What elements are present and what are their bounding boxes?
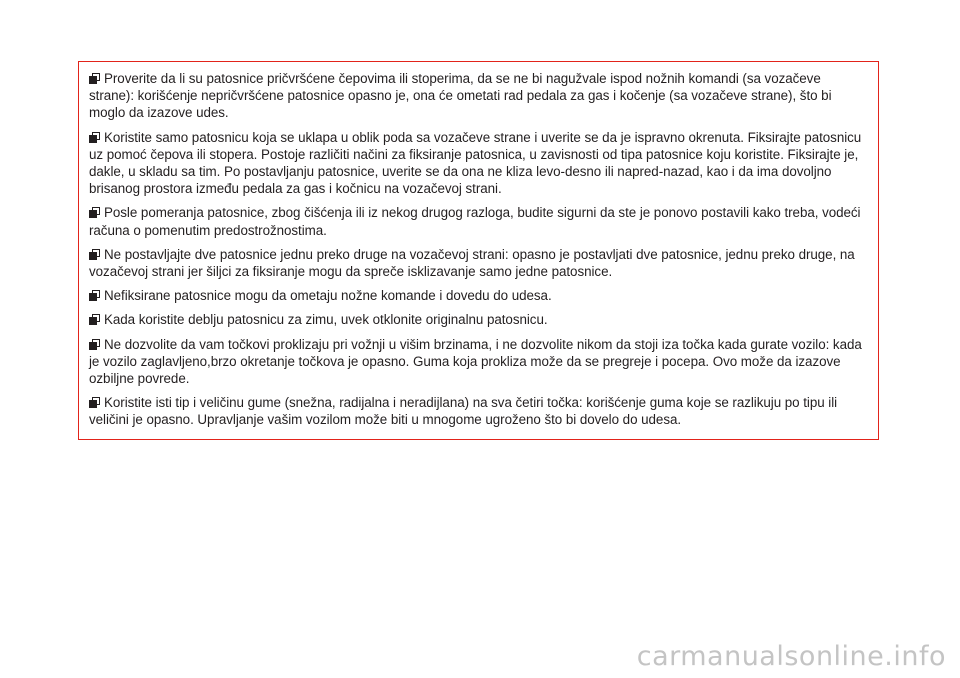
watermark: carmanualsonline.info <box>636 641 946 672</box>
warning-paragraph <box>89 246 869 280</box>
warning-text: Ne dozvolite da vam točkovi proklizaju pri vožnji u višim brzinama, i ne dozvolite nikom da stoji iza točka kada gurate vozilo: kada je vozilo zaglavljeno,brzo okretanje točkova je opasno. Guma koja prokliza može da se pregreje i pocepa. Ovo može da izazove ozbiljne povrede. <box>89 336 862 387</box>
warning-text: Kada koristite deblju patosnicu za zimu, uvek otklonite originalnu patosnicu. <box>104 312 548 328</box>
warning-paragraph <box>89 336 869 388</box>
square-bullet-icon <box>89 73 100 84</box>
warning-paragraph <box>89 287 869 304</box>
warning-paragraph <box>89 311 869 328</box>
warning-text: Koristite isti tip i veličinu gume (snežna, radijalna i neradijlana) na sva četiri točka: korišćenje guma koje se razlikuju po tipu ili veličini je opasno. Upravljanje vašim vozilom može biti u mnogome ugroženo što bi dovelo do udesa. <box>89 395 838 428</box>
square-bullet-icon <box>89 314 100 325</box>
square-bullet-icon <box>89 339 100 350</box>
warning-paragraph <box>89 394 869 428</box>
square-bullet-icon <box>89 249 100 260</box>
warning-text: Posle pomeranja patosnice, zbog čišćenja ili iz nekog drugog razloga, budite sigurni da ste je ponovo postavili kako treba, vodeći računa o pomenutim predostrožnostima. <box>89 205 861 238</box>
warning-paragraph <box>89 204 869 238</box>
warning-text: Ne postavljajte dve patosnice jednu preko druge na vozačevoj strani: opasno je postavljati dve patosnice, jednu preko druge, na vozačevoj strani jer šiljci za fiksiranje mogu da spreče isklizavanje samo jedne patosnice. <box>89 246 855 280</box>
warning-box <box>78 61 879 440</box>
square-bullet-icon <box>89 290 100 301</box>
warning-paragraph <box>89 70 869 122</box>
square-bullet-icon <box>89 207 100 218</box>
warning-text: Koristite samo patosnicu koja se uklapa u oblik poda sa vozačeve strane i uverite se da je ispravno okrenuta. Fiksirajte patosnicu uz pomoć čepova ili stopera. Postoje različiti načini za fiksiranje patosnica, u zavisnosti od tipa patosnice koju koristite. Fiksirajte je, dakle, u skladu sa tim. Po postavljanju patosnice, uverite se da ona ne kliza levo-desno ili napred-nazad, kao i da ima dovoljno brisanog prostora između pedala za gas i kočnicu na vozačevoj strani. <box>89 129 862 197</box>
warning-paragraph <box>89 129 869 198</box>
square-bullet-icon <box>89 397 100 408</box>
warning-text: Nefiksirane patosnice mogu da ometaju nožne komande i dovedu do udesa. <box>104 288 552 304</box>
warning-text: Proverite da li su patosnice pričvršćene čepovima ili stoperima, da se ne bi nagužvale ispod nožnih komandi (sa vozačeve strane): korišćenje nepričvršćene patosnice opasno je, ona će ometati rad pedala za gas i kočenje (sa vozačeve strane), što bi moglo da izazove udes. <box>89 71 832 121</box>
square-bullet-icon <box>89 132 100 143</box>
